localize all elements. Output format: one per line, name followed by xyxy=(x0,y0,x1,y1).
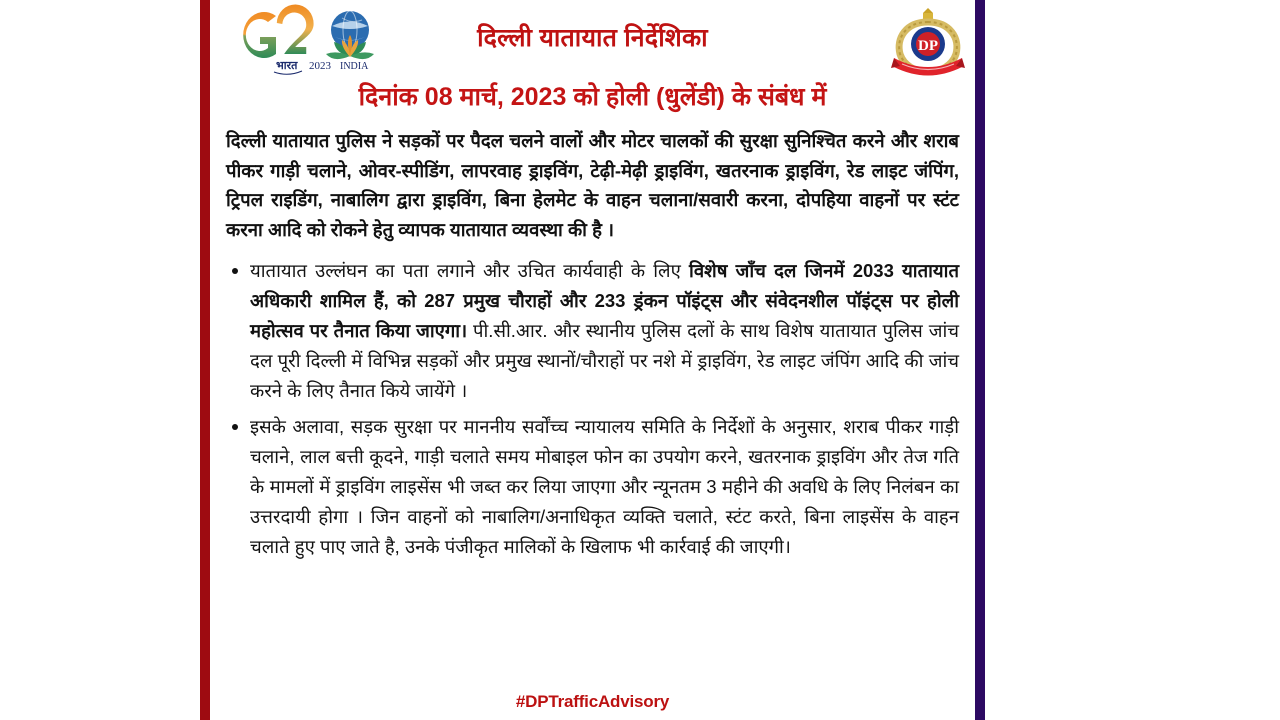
advisory-body xyxy=(226,126,959,568)
list-item xyxy=(226,412,959,562)
bullet-tail-text: पी.सी.आर. और स्थानीय पुलिस दलों के साथ विशेष यातायात पुलिस जांच दल पूरी दिल्ली में विभिन्न सड़कों और प्रमुख स्थानों/चौराहों पर नशे में ड्राइविंग, रेड लाइट जंपिंग आदि की जांच करने के लिए तैनात किये जायेंगे । xyxy=(250,320,959,401)
intro-paragraph: दिल्ली यातायात पुलिस ने सड़कों पर पैदल चलने वालों और मोटर चालकों की सुरक्षा सुनिश्चित करने और शराब पीकर गाड़ी चलाने, ओवर-स्पीडिंग, लापरवाह ड्राइविंग, टेढ़ी-मेढ़ी ड्राइविंग, खतरनाक ड्राइविंग, रेड लाइट जंपिंग, ट्रिपल राइडिंग, नाबालिग द्वारा ड्राइविंग, बिना हेलमेट के वाहन चलाना/सवारी करना, दोपहिया वाहनों पर स्टंट करना आदि को रोकने हेतु व्यापक यातायात व्यवस्था की है । xyxy=(226,130,959,240)
right-accent-rule xyxy=(975,0,985,720)
list-item xyxy=(226,256,959,406)
poster-content xyxy=(220,0,965,720)
bullet-emphasis-text: विशेष जाँच दल जिनमें 2033 यातायात अधिकारी शामिल हैं, को 287 प्रमुख चौराहों और 233 ड्रंकन पॉइंट्स और संवेदनशील पॉइंट्स पर होली महोत्सव पर तैनात किया जाएगा। xyxy=(250,260,959,341)
bullet-lead-text: यातायात उल्लंघन का पता लगाने और उचित कार्यवाही के लिए xyxy=(250,260,690,281)
svg-text:2023: 2023 xyxy=(309,60,331,72)
bullet-lead-text: इसके अलावा, सड़क सुरक्षा पर माननीय सर्वोंच्च न्यायालय समिति के निर्देशों के अनुसार, शराब पीकर गाड़ी चलाने, लाल बत्ती कूदने, गाड़ी चलाते समय मोबाइल फोन का उपयोग करने, खतरनाक ड्राइविंग और तेज गति के मामलों में ड्राइविंग लाइसेंस भी जब्त कर लिया जाएगा और न्यूनतम 3 महीने की अवधि के लिए निलंबन का उत्तरदायी होगा । जिन वाहनों को नाबालिग/अनाधिकृत व्यक्ति चलाते, स्टंट करते, बिना लाइसेंस के वाहन चलाते हुए पाए जाते है, उनके पंजीकृत मालिकों के खिलाफ भी कार्रवाई की जाएगी। xyxy=(250,416,959,557)
svg-text:भारत: भारत xyxy=(276,60,298,72)
poster-title: दिल्ली यातायात निर्देशिका xyxy=(477,24,708,52)
poster-header xyxy=(220,0,965,111)
poster-subtitle: दिनांक 08 मार्च, 2023 को होली (धुलेंडी) के संबंध में xyxy=(358,83,827,111)
svg-text:INDIA: INDIA xyxy=(340,61,369,72)
hashtag-footer: #DPTrafficAdvisory xyxy=(515,692,670,711)
delhi-police-emblem xyxy=(888,6,968,82)
advisory-bullet-list xyxy=(226,256,959,562)
svg-text:DP: DP xyxy=(918,38,938,54)
left-accent-rule xyxy=(200,0,210,720)
